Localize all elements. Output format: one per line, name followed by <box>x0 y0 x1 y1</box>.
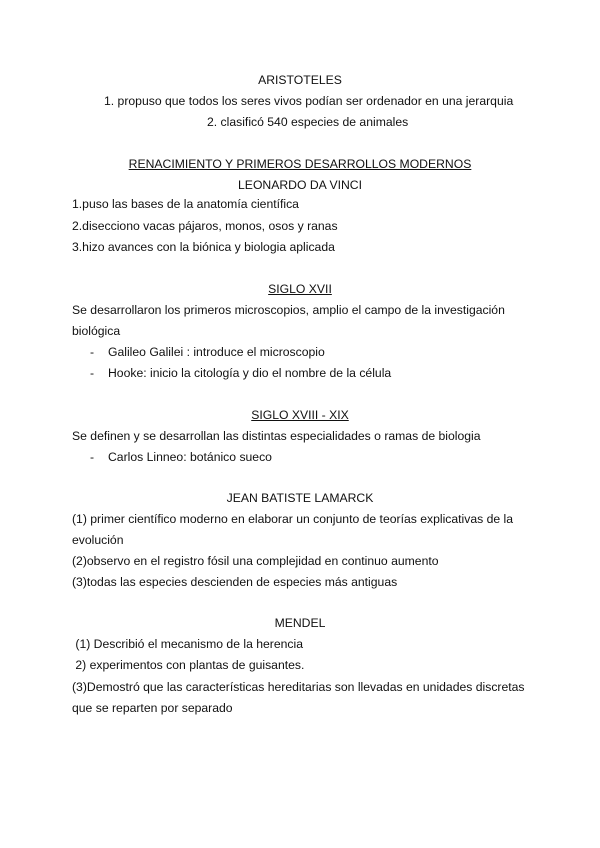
list-item: 1. propuso que todos los seres vivos podían ser ordenador en una jerarquia <box>104 94 514 108</box>
subheading-leonardo: LEONARDO DA VINCI <box>238 178 362 192</box>
list-item: 2. clasificó 540 especies de animales <box>207 115 409 129</box>
paragraph-line: (1) Describió el mecanismo de la herencia <box>72 637 303 651</box>
list-item: 2.disecciono vacas pájaros, monos, osos y ranas <box>72 219 338 233</box>
section-heading-aristoteles: ARISTOTELES <box>258 73 342 87</box>
bullet-text: Carlos Linneo: botánico sueco <box>108 450 272 464</box>
paragraph-line: (3)todas las especies descienden de especies más antiguas <box>72 575 398 589</box>
paragraph-line: 2) experimentos con plantas de guisantes. <box>72 658 305 672</box>
dash-bullet-icon: - <box>90 345 95 359</box>
bullet-item <box>0 363 600 384</box>
paragraph-line: evolución <box>72 533 124 547</box>
paragraph-line: Se definen y se desarrollan las distintas especialidades o ramas de biologia <box>72 429 481 443</box>
bullet-text: Hooke: inicio la citología y dio el nombre de la célula <box>108 366 392 380</box>
section-heading-renacimiento: RENACIMIENTO Y PRIMEROS DESARROLLOS MODERNOS <box>128 157 472 171</box>
bullet-item <box>0 342 600 363</box>
section-heading-lamarck: JEAN BATISTE LAMARCK <box>226 491 374 505</box>
section-heading-siglo-xviii: SIGLO XVIII - XIX <box>251 408 349 422</box>
section-heading-siglo-xvii: SIGLO XVII <box>268 282 332 296</box>
paragraph-line: (2)observo en el registro fósil una complejidad en continuo aumento <box>72 554 439 568</box>
paragraph-line: (1) primer científico moderno en elaborar un conjunto de teorías explicativas de la <box>72 512 514 526</box>
list-item: 1.puso las bases de la anatomía científica <box>72 197 299 211</box>
paragraph-line: (3)Demostró que las características hereditarias son llevadas en unidades discretas <box>72 680 525 694</box>
paragraph-line: Se desarrollaron los primeros microscopios, amplio el campo de la investigación <box>72 303 505 317</box>
paragraph-line: que se reparten por separado <box>72 701 233 715</box>
bullet-item <box>0 447 600 468</box>
list-item: 3.hizo avances con la biónica y biologia aplicada <box>72 240 335 254</box>
dash-bullet-icon: - <box>90 366 95 380</box>
bullet-text: Galileo Galilei : introduce el microscopio <box>108 345 325 359</box>
section-heading-mendel: MENDEL <box>274 616 326 630</box>
dash-bullet-icon: - <box>90 450 95 464</box>
paragraph-line: biológica <box>72 324 121 338</box>
